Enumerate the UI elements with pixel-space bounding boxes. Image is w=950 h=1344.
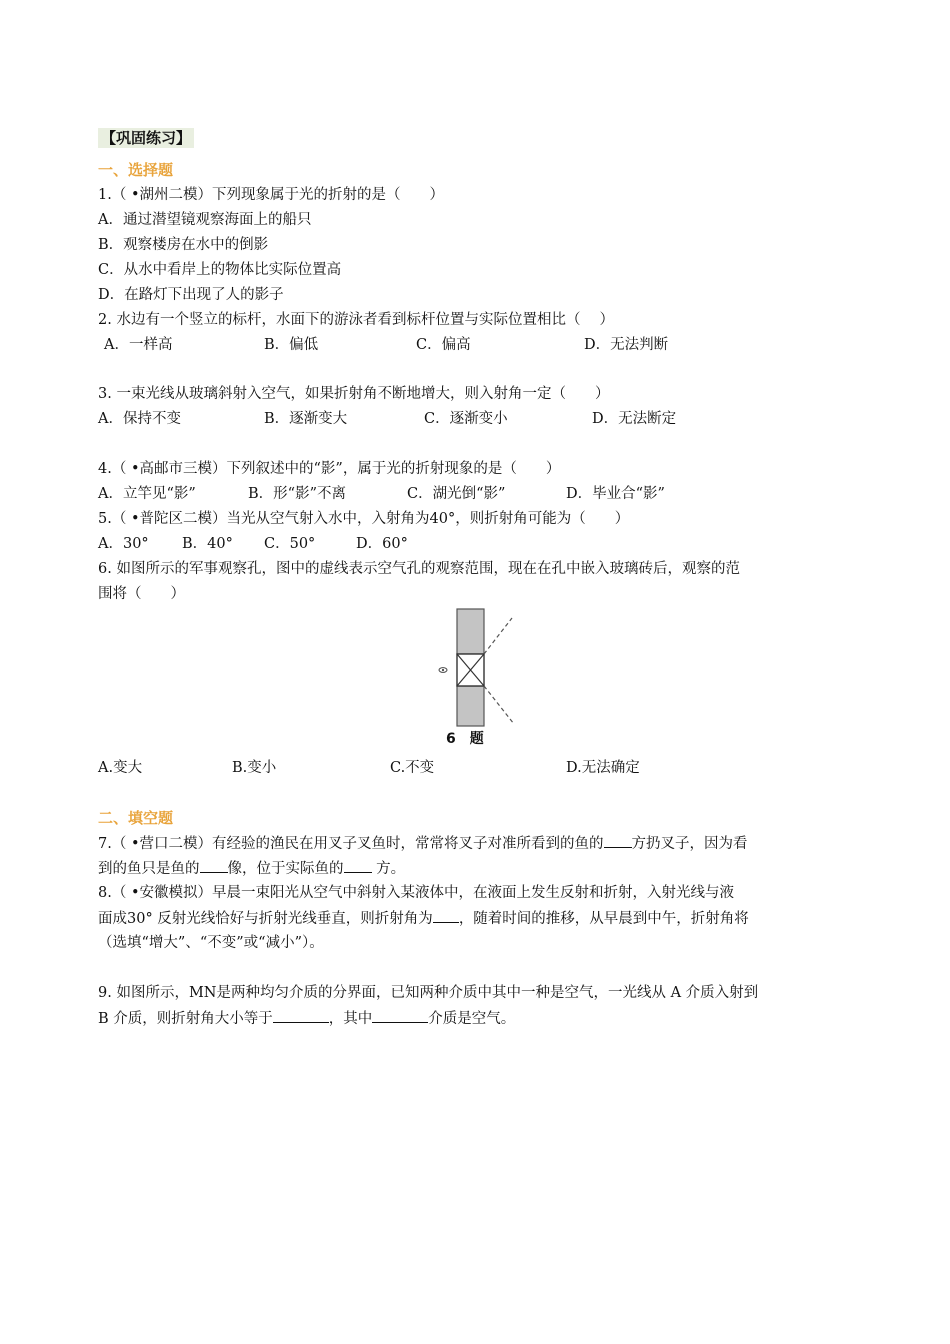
q8-text-3: ，随着时间的推移，从早晨到中午，折射角将 bbox=[458, 911, 749, 927]
q8-line2 bbox=[98, 908, 749, 929]
q7-text-4: 像，位于实际鱼的 bbox=[227, 861, 344, 877]
q8-line1: 8.（ •安徽模拟）早晨一束阳光从空气中斜射入某液体中，在液面上发生反射和折射，入射光线与液 bbox=[98, 885, 734, 901]
q9-text-4: 介质是空气。 bbox=[428, 1011, 516, 1027]
q4-option-b: B．形“影”不离 bbox=[248, 486, 346, 502]
q4-option-d: D．毕业合“影” bbox=[566, 486, 665, 502]
q6-option-c: C.不变 bbox=[390, 760, 435, 776]
q4-stem: 4.（ •高邮市三模）下列叙述中的“影”，属于光的折射现象的是（ ） bbox=[98, 461, 561, 477]
q3-option-c: C．逐渐变小 bbox=[424, 411, 508, 427]
q1-option-b: B．观察楼房在水中的倒影 bbox=[98, 237, 269, 253]
q7-blank-1[interactable] bbox=[604, 833, 632, 848]
q1-option-d: D．在路灯下出现了人的影子 bbox=[98, 287, 284, 303]
q8-blank-1[interactable] bbox=[433, 908, 459, 923]
q7-line2 bbox=[98, 858, 405, 879]
q7-text-1: 7.（ •营口二模）有经验的渔民在用叉子叉鱼时，常常将叉子对准所看到的鱼的 bbox=[98, 836, 604, 852]
q3-option-a: A．保持不变 bbox=[98, 411, 181, 427]
q5-option-b: B．40° bbox=[182, 536, 233, 552]
q5-option-d: D．60° bbox=[356, 536, 408, 552]
q3-option-b: B．逐渐变大 bbox=[264, 411, 348, 427]
q3-stem: 3. 一束光线从玻璃斜射入空气，如果折射角不断地增大，则入射角一定（ ） bbox=[98, 386, 610, 402]
q3-options bbox=[98, 409, 798, 429]
q3-option-d: D．无法断定 bbox=[592, 411, 677, 427]
section-fill-title: 二、填空题 bbox=[98, 809, 174, 827]
q5-options bbox=[98, 534, 498, 554]
q8-line3: （选填“增大”、“不变”或“减小”）。 bbox=[98, 935, 324, 951]
q6-options bbox=[98, 758, 798, 778]
q9-blank-2[interactable] bbox=[372, 1008, 428, 1023]
wall-upper bbox=[457, 609, 484, 654]
q4-options bbox=[98, 484, 798, 504]
figure-label: 6 题 bbox=[446, 731, 484, 747]
q2-option-b: B．偏低 bbox=[264, 337, 319, 353]
q9-text-2: B 介质，则折射角大小等于 bbox=[98, 1011, 273, 1027]
section-header: 【巩固练习】 bbox=[98, 128, 194, 148]
q6-option-b: B.变小 bbox=[232, 760, 277, 776]
q1-stem: 1.（ •湖州二模）下列现象属于光的折射的是（ ） bbox=[98, 187, 444, 203]
q2-option-a: A．一样高 bbox=[104, 337, 173, 353]
q6-stem-line1: 6. 如图所示的军事观察孔，图中的虚线表示空气孔的观察范围，现在在孔中嵌入玻璃砖后，观察的范 bbox=[98, 561, 740, 577]
q8-text-2: 面成30° 反射光线恰好与折射光线垂直，则折射角为 bbox=[98, 911, 433, 927]
q9-blank-1[interactable] bbox=[273, 1008, 329, 1023]
eye-pupil bbox=[442, 669, 444, 671]
q5-stem: 5.（ •普陀区二模）当光从空气射入水中，入射角为40°，则折射角可能为（ ） bbox=[98, 511, 630, 527]
view-range-upper-dashed bbox=[484, 618, 512, 654]
q9-text-3: ，其中 bbox=[328, 1011, 373, 1027]
q7-text-5: 方。 bbox=[371, 861, 406, 877]
q7-blank-3[interactable] bbox=[344, 858, 372, 873]
q6-option-d: D.无法确定 bbox=[566, 760, 640, 776]
q7-blank-2[interactable] bbox=[200, 858, 228, 873]
q7-text-3: 到的鱼只是鱼的 bbox=[98, 861, 200, 877]
section-choice-title: 一、选择题 bbox=[98, 161, 174, 179]
q7-text-2: 方扔叉子，因为看 bbox=[631, 836, 748, 852]
q1-option-c: C．从水中看岸上的物体比实际位置高 bbox=[98, 262, 342, 278]
q2-options bbox=[104, 335, 804, 355]
q9-line2 bbox=[98, 1008, 515, 1029]
wall-lower bbox=[457, 686, 484, 726]
observation-hole-figure bbox=[430, 606, 530, 748]
q2-option-c: C．偏高 bbox=[416, 337, 471, 353]
q2-option-d: D．无法判断 bbox=[584, 337, 669, 353]
q1-option-a: A．通过潜望镜观察海面上的船只 bbox=[98, 212, 312, 228]
view-range-lower-dashed bbox=[484, 686, 514, 724]
q7-line1 bbox=[98, 833, 748, 854]
q4-option-a: A．立竿见“影” bbox=[98, 486, 196, 502]
q6-stem-line2: 围将（ ） bbox=[98, 586, 185, 602]
q5-option-a: A．30° bbox=[98, 536, 149, 552]
q5-option-c: C．50° bbox=[264, 536, 316, 552]
q4-option-c: C．湖光倒“影” bbox=[407, 486, 506, 502]
q6-option-a: A.变大 bbox=[98, 760, 143, 776]
q9-line1: 9. 如图所示，MN是两种均匀介质的分界面，已知两种介质中其中一种是空气，一光线从 A 介质入射到 bbox=[98, 985, 759, 1001]
q2-stem: 2. 水边有一个竖立的标杆，水面下的游泳者看到标杆位置与实际位置相比（ ） bbox=[98, 312, 615, 328]
